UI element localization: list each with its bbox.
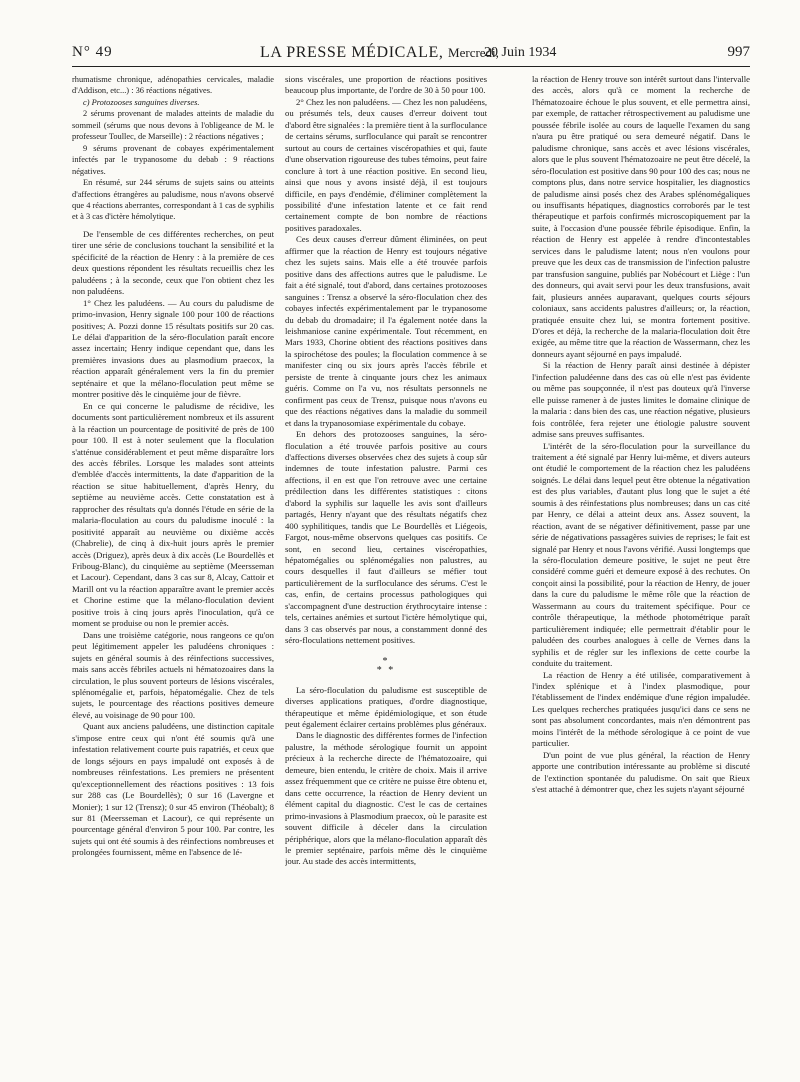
paragraph: Si la réaction de Henry paraît ainsi destinée à dépister l'infection paludéenne dans des cas où elle n'est pas évidente ou même pas soupçonnée, il n'est pas douteux qu'à l'inverse elle puisse ramener à de justes limites le domaine clinique de la malaria : dans bien des cas, une réaction négative, plusieurs fois contrôlée, fera rejeter une étiologie palustre souvent admise sans preuves suffisantes. [532,360,750,440]
page-number: 997 [727,44,750,60]
paragraph: La séro-floculation du paludisme est susceptible de diverses applications pratiques, d'ordre diagnostique, thérapeutique et même épidémiologique, et son étude peut également éclairer certains problèmes plus généraux. [285,684,487,730]
page-header [72,44,750,66]
paragraph: En dehors des protozooses sanguines, la séro-floculation a été trouvée parfois positive au cours d'affections diverses observées chez des sujets à coup sûr indemnes de toute infestation palustre. Parmi ces affections, il en est que l'on retrouve avec une certaine prédilection dans les différentes statistiques : citons d'abord la syphilis sur laquelle les avis sont d'ailleurs partagés, Henry n'ayant que des résultats négatifs chez 400 syphilitiques, tandis que Le Bourdellès et Liégeois, Fargot, nous-même observons quelques cas positifs. Ce sont, en second lieu, certaines viscéropathies, hépatomégalies ou splénomégalies non palustres, au cours desquelles il faut d'ailleurs se méfier tout particulièrement de la surfloculance des sérums. C'est le cas, enfin, de certains processus pathologiques qui s'accompagnent d'une destruction érythrocytaire intense : tels, certaines anémies et surtout l'ictère hémolytique qui, dans 3 cas observés par nous, a constamment donné des séro-floculations nettement positives. [285,429,487,646]
column-2 [285,74,487,1074]
paragraph: Dans le diagnostic des différentes formes de l'infection palustre, la méthode sérologique fournit un appoint précieux à la recherche directe de l'hématozoaire, qui demeure, bien entendu, le critère de choix. Mais il arrive assez fréquemment que ce critère ne puisse être obtenu et, dans cette occurrence, la réaction de Henry devient un élément capital du diagnostic. C'est le cas de certaines primo-invasions à Plasmodium praecox, où le parasite est souvent difficile à déceler dans la circulation périphérique, alors que la mélano-floculation apparaît dès le premier septénaire, parfois même dès le cinquième jour. Au stade des accès intermittents, [285,730,487,867]
section-separator: * * * [376,655,396,676]
paragraph: 1° Chez les paludéens. — Au cours du paludisme de primo-invasion, Henry signale 100 pour 100 de réactions positives; A. Pozzi donne 15 résultats positifs sur 20 cas. Le délai d'apparition de la séro-floculation paraît encore assez incertain; Henry indique cependant que, dans les premières invasions dues au plasmodium praecox, la réaction apparaît généralement vers la fin du premier septénaire et que la mélano-floculation peut même se montrer positive dès le cinquième jour de fièvre. [72,297,274,400]
weekday: Mercredi, [448,45,499,60]
header-rule [72,66,750,67]
column-3 [532,74,750,1074]
paragraph: Ces deux causes d'erreur dûment éliminées, on peut affirmer que la réaction de Henry est toujours négative chez les sujets sains. Mais elle a été trouvée parfois positive dans des affections autres que le paludisme. Le fait a été signalé, tout d'abord, dans certaines protozooses sanguines : Trensz a observé la séro-floculation chez des cobayes infectés expérimentalement par le trypanosome du debab du dromadaire; il l'a également notée dans la leishmaniose canine expérimentale. Tout récemment, en Mars 1933, Chorine obtient des réactions positives dans la spirochétose des poules; la floculation commence à se manifester cinq ou six jours après l'accès fébrile et persiste de trente à cinquante jours chez les animaux guéris. Comme on l'a vu, nos résultats personnels ne confirment pas ceux de Trensz, puisque nous n'avons eu que des réactions négatives dans la maladie du sommeil et dans la trypanosomiase expérimentale du cobaye. [285,234,487,428]
paragraph: sions viscérales, une proportion de réactions positives beaucoup plus importante, de l'ordre de 30 à 50 pour 100. [285,74,487,96]
paragraph: Quant aux anciens paludéens, une distinction capitale s'impose entre ceux qui n'ont été soumis qu'à une infestation relativement courte puis rapatriés, et ceux que de longs séjours en pays impaludé ont exposés à de nombreuses réinfestations. Les premiers ne présentent qu'exceptionnellement des réactions positives : 13 fois sur 288 cas (Le Bourdellès); 0 sur 16 (Lavergne et Monier); 1 sur 12 (Trensz); 0 sur 45 environ (Théobalt); 8 sur 81 (Meersseman et Lacour), ce qui représente un pourcentage général d'environ 5 pour 100. Par contre, les sujets qui ont été soumis à des réinfections nombreuses et prolongées fournissent, même en l'absence de lé- [72,721,274,858]
paragraph: la réaction de Henry trouve son intérêt surtout dans l'intervalle des accès, alors qu'à ce moment la recherche de l'hématozoaire échoue le plus souvent, et elle permettra ainsi, par exemple, de rattacher rétrospectivement au paludisme une poussée fébrile isolée au cours de laquelle l'examen du sang n'aura pu être pratiqué ou sera demeuré négatif. Dans le paludisme chronique, sans accès et avec lésions viscérales, alors que le plus souvent l'hématozoaire ne peut être décelé, la séro-floculation est positive dans 90 pour 100 des cas; nous ne comptons plus, dans notre service hospitalier, les diagnostics de paludisme ainsi posés chez des Arabes splénomégaliques ou insuffisants hépatiques, diagnostics corroborés par le test thérapeutique et parfois confirmés microscopiquement par la suite, à l'occasion d'une poussée fébrile épisodique. Enfin, la réaction de Henry est appelée à rendre d'incontestables services dans le paludisme latent; nous n'en voulons pour preuve que les deux cas de transmission de l'infection palustre par transfusion sanguine, publiés par Nobécourt et Liège : l'un des donneurs, qui avait servi pour les deux transfusions, avait fait, plusieurs années auparavant, quelques courts séjours coloniaux, sans accidents palustres d'ailleurs; or, la réaction, pratiquée ensuite chez lui, se montra fortement positive. D'ores et déjà, la recherche de la malaria-floculation doit être exigée, au même titre que la réaction de Wassermann, chez les donneurs ayant séjourné en pays impaludé. [532,74,750,359]
paragraph: La réaction de Henry a été utilisée, comparativement à l'index splénique et à l'index plasmodique, pour l'établissement de l'index endémique d'une région impaludée. Les quelques recherches pratiquées jusqu'ici dans ce sens ne sont pas absolument concordantes, mais n'en démontrent pas moins l'intérêt de la méthode sérologique à ce point de vue particulier. [532,669,750,749]
paragraph: 2 sérums provenant de malades atteints de maladie du sommeil (sérums que nous devons à l'obligeance de M. le professeur Toullec, de Marseille) : 2 réactions négatives ; [72,109,274,142]
column-1 [72,74,274,1074]
paragraph: En ce qui concerne le paludisme de récidive, les documents sont particulièrement nombreux et ils assurent à la réaction un pourcentage de positivité de près de 100 pour 100. Il est à noter seulement que la floculation s'atténue considérablement et peut même disparaître lors des accès fébriles. Lorsque les malades sont atteints d'emblée d'accès intermittents, la date d'apparition de la réaction se situe habituellement, d'après Henry, du septième au neuvième accès. Cette constatation est à rapprocher des résultats qu'a donnés l'étude en série de la malaria-floculation au cours du paludisme inoculé : la positivité apparaît au neuvième ou dixième accès (Chabrelie), de cinq à dix-huit jours après le premier accès (Driguez), après deux à dix accès (Le Bourdellès et Friboug-Blanc), du cinquième au septième (Meersseman et Lacour). Cependant, dans 3 cas sur 8, Alcay, Cattoir et Marill ont vu la réaction apparaître avant le premier accès et Chorine estime que la mélano-floculation devient positive trois à cinq jours après l'inoculation, qu'à ce moment se produise ou non le premier accès. [72,400,274,629]
journal-title [260,44,499,62]
paragraph: D'un point de vue plus général, la réaction de Henry apporte une contribution intéressante au problème si discuté de l'extinction spontanée du paludisme. On sait que Rieux s'est attaché à démontrer que, chez les sujets n'ayant séjourné [532,749,750,795]
paragraph: 2° Chez les non paludéens. — Chez les non paludéens, ou présumés tels, deux causes d'erreur doivent tout d'abord être signalées : la première tient à la surfloculance de certains sérums, surfloculance qui paraît se rencontrer surtout au cours de certaines viscéropathies et qui, faute d'une observation rigoureuse des tubes témoins, peut faire conclure à tort à une réaction positive. En second lieu, ainsi que nous y avons insisté déjà, il est toujours difficile, en pays d'endémie, d'éliminer complètement la possibilité d'une infestation latente et ce fait rend certainement compte de bon nombre de réactions positives paradoxales. [285,96,487,233]
journal-name: LA PRESSE MÉDICALE, [260,44,444,61]
paragraph: rhumatisme chronique, adénopathies cervicales, maladie d'Addison, etc...) : 36 réactions négatives. [72,75,274,96]
paragraph: 9 sérums provenant de cobayes expérimentalement infectés par le trypanosome du debab : 9 réactions négatives. [72,143,274,176]
paragraph: De l'ensemble de ces différentes recherches, on peut tirer une série de conclusions touchant la sensibilité et la spécificité de la réaction de Henry : à la première de ces deux questions répondent les résultats recueillis chez les paludéens ; à la seconde, ceux que l'on obtient chez les non paludéens. [72,228,274,297]
issue-number: N° 49 [72,44,113,60]
issue-date: 20 Juin 1934 [484,45,557,60]
paragraph: Dans une troisième catégorie, nous rangeons ce qu'on peut légitimement appeler les paludéens chroniques : sujets en général soumis à des réinfections successives, mais sans accès fébriles actuels ni hématozoaires dans la circulation, le plus souvent porteurs de lésions viscérales, splénomégalie et, parfois, hépatomégalie. Chez de tels sujets, le pourcentage des réactions positives demeure élevé, au voisinage de 90 pour 100. [72,629,274,720]
subheading: c) Protozooses sanguines diverses. [83,97,200,107]
paragraph: L'intérêt de la séro-floculation pour la surveillance du traitement a été signalé par Henry lui-même, et divers auteurs ont étudié le comportement de la réaction chez les paludéens soignés. Le délai dans lequel peut être obtenue la négativation est des plus variables, d'autant plus long que le sujet a été soumis à des réinfestations plus nombreuses; dans un cas cité par Henry, ce délai a atteint deux ans. Assez souvent, la réaction, avant de se négativer définitivement, passe par une série de négativations passagères suivies de reprises; le fait est signalé par Henry et nous l'avons vérifié. Aussi longtemps que la séro-floculation demeure positive, le sujet ne peut être considéré comme guéri et demeure exposé à des rechutes. On conçoit ainsi la possibilité, pour la réaction de Henry, de jouer dans la cure du paludisme le même rôle que la réaction de Wassermann au cours du traitement spécifique. Pour ce contrôle thérapeutique, la méthode photométrique paraît particulièrement indiquée; elle permettrait d'établir pour le paludéen des courbes analogues à celle de Vernes dans la syphilis et de régler sur les inflexions de cette courbe la conduite du traitement. [532,440,750,669]
paragraph: En résumé, sur 244 sérums de sujets sains ou atteints d'affections étrangères au paludisme, nous n'avons observé que 4 réactions aberrantes, correspondant à 1 cas de syphilis et à 3 cas d'ictère hémolytique. [72,178,274,222]
